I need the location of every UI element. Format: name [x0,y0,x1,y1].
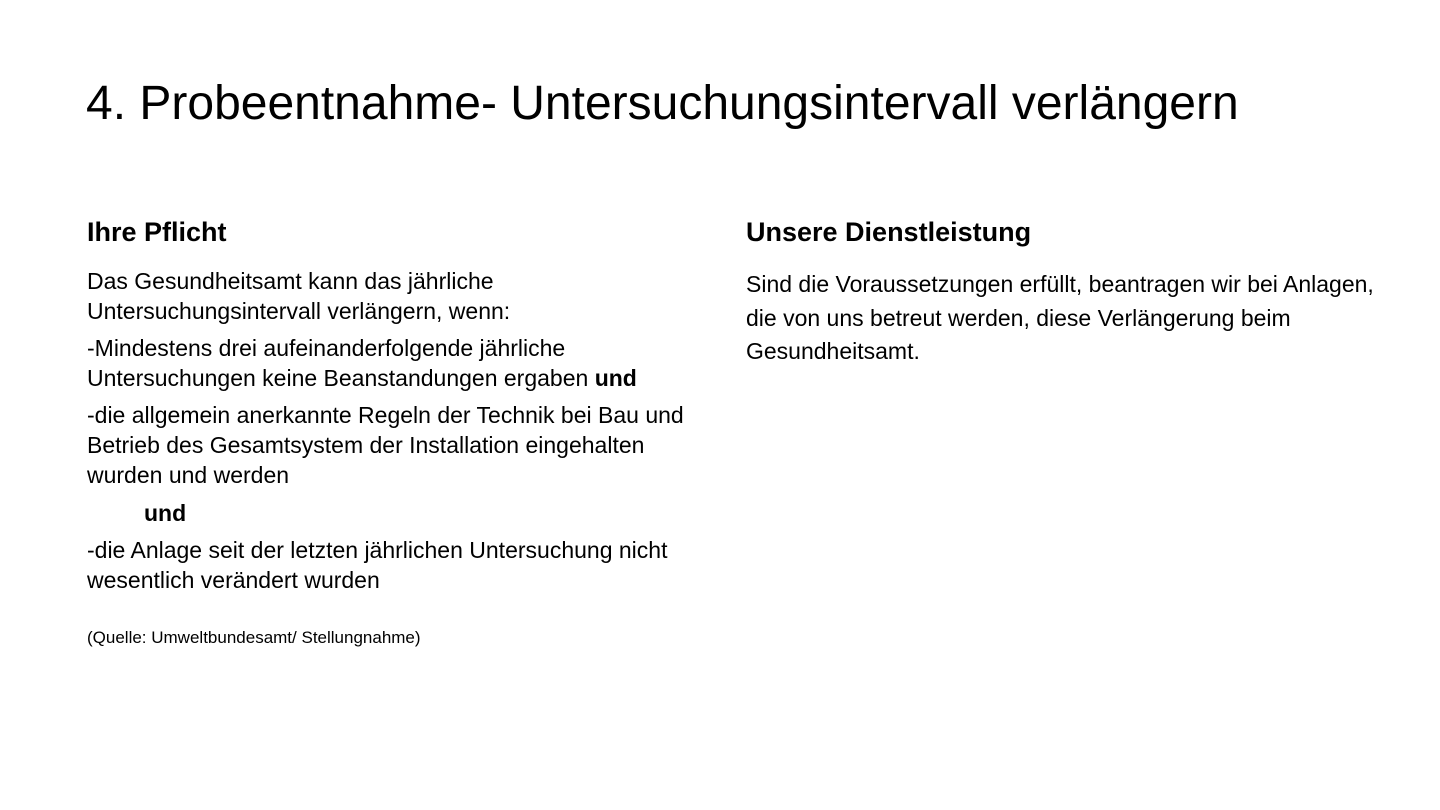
condition-1-text: -Mindestens drei aufeinanderfolgende jährliche Untersuchungen keine Beanstandungen ergaben [87,335,589,391]
right-heading: Unsere Dienstleistung [746,217,1032,247]
left-column [87,212,717,666]
left-heading: Ihre Pflicht [87,217,227,247]
right-column [746,212,1386,369]
condition-1-connector: und [594,365,637,391]
condition-3: -die Anlage seit der letzten jährlichen Untersuchung nicht wesentlich verändert wurden [87,537,668,593]
condition-1 [87,333,717,393]
connector-und: und [144,500,187,526]
source-note: (Quelle: Umweltbundesamt/ Stellungnahme) [87,628,421,647]
service-text: Sind die Voraussetzungen erfüllt, beantragen wir bei Anlagen, die von uns betreut werden, diese Verlängerung beim Gesundheitsamt. [746,271,1374,364]
intro-text: Das Gesundheitsamt kann das jährliche Untersuchungsintervall verlängern, wenn: [87,268,511,324]
slide-title: 4. Probeentnahme- Untersuchungsintervall verlängern [86,77,1239,130]
condition-2: -die allgemein anerkannte Regeln der Technik bei Bau und Betrieb des Gesamtsystem der Installation eingehalten wurden und werden [87,402,684,488]
